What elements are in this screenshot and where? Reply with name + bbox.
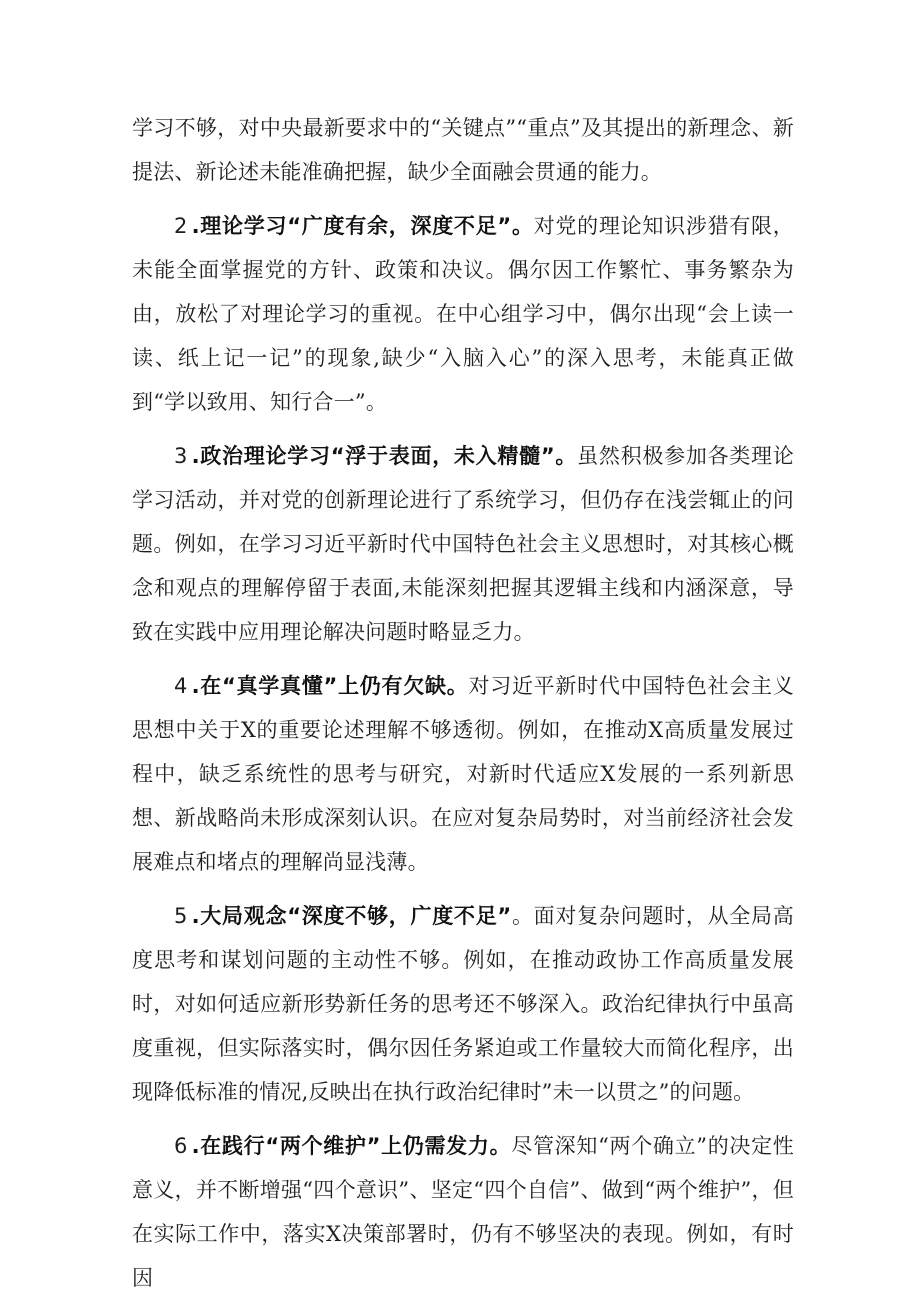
paragraph-3 [132,434,794,654]
paragraph-6 [132,1124,794,1300]
paragraph-5-number: 5 [174,904,188,928]
paragraph-1 [132,106,794,194]
paragraph-5-heading: .大局观念“深度不够，广度不足” [191,904,512,928]
paragraph-2-body: 对党的理论知识涉猎有限，未能全面掌握党的方针、政策和决议。偶尔因工作繁忙、事务繁杂为由，放松了对理论学习的重视。在中心组学习中，偶尔出现“会上读一读、纸上记一记”的现象,缺少“入脑入心”的深入思考，未能真正做到“学以致用、知行合一”。 [132,214,794,414]
paragraph-4-number: 4 [174,674,188,698]
paragraph-6-body: 尽管深知“两个确立”的决定性意义，并不断增强“四个意识”、坚定“四个自信”、做到“两个维护”，但在实际工作中，落实X决策部署时，仍有不够坚决的表现。例如，有时因 [132,1134,794,1290]
paragraph-6-heading: .在践行“两个维护”上仍需发力。 [191,1134,512,1158]
paragraph-3-heading: .政治理论学习“浮于表面，未入精髓”。 [191,444,578,468]
document-body [132,106,794,1310]
paragraph-2 [132,204,794,424]
paragraph-5-body: 。面对复杂问题时，从全局高度思考和谋划问题的主动性不够。例如，在推动政协工作高质量发展时，对如何适应新形势新任务的思考还不够深入。政治纪律执行中虽高度重视，但实际落实时，偶尔因任务紧迫或工作量较大而简化程序，出现降低标准的情况,反映出在执行政治纪律时”未一以贯之”的问题。 [132,904,794,1104]
paragraph-5 [132,894,794,1114]
paragraph-3-number: 3 [174,444,188,468]
paragraph-4 [132,664,794,884]
paragraph-1-body: 学习不够，对中央最新要求中的“关键点”“重点”及其提出的新理念、新提法、新论述未能准确把握，缺少全面融会贯通的能力。 [132,116,794,184]
paragraph-4-body: 对习近平新时代中国特色社会主义思想中关于X的重要论述理解不够透彻。例如，在推动X高质量发展过程中，缺乏系统性的思考与研究，对新时代适应X发展的一系列新思想、新战略尚未形成深刻认识。在应对复杂局势时，对当前经济社会发展难点和堵点的理解尚显浅薄。 [132,674,794,874]
paragraph-2-heading: .理论学习“广度有余，深度不足”。 [191,214,534,238]
paragraph-6-number: 6 [174,1134,188,1158]
paragraph-4-heading: .在“真学真懂”上仍有欠缺。 [191,674,469,698]
paragraph-3-body: 虽然积极参加各类理论学习活动，并对党的创新理论进行了系统学习，但仍存在浅尝辄止的问题。例如，在学习习近平新时代中国特色社会主义思想时，对其核心概念和观点的理解停留于表面,未能深刻把握其逻辑主线和内涵深意，导致在实践中应用理论解决问题时略显乏力。 [132,444,794,644]
paragraph-2-number: 2 [174,214,188,238]
